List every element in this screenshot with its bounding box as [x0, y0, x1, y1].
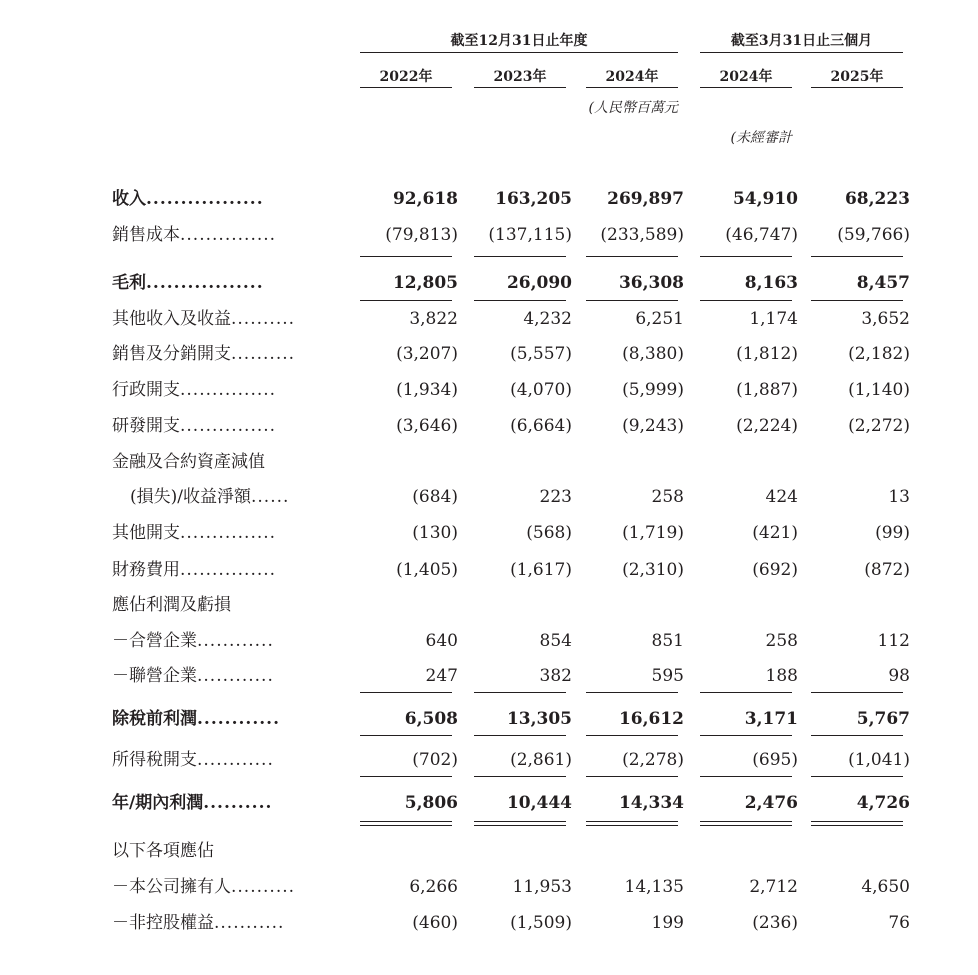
table-cell: 3,652: [861, 309, 910, 329]
double-underline: [474, 821, 566, 826]
subtotal-rule: [360, 735, 452, 736]
table-cell: (59,766): [837, 225, 910, 245]
subtotal-rule: [811, 776, 903, 777]
column-header-2023: 2023年: [493, 69, 547, 85]
row-label-joint-ventures: －合營企業............: [112, 631, 274, 651]
subtotal-rule: [811, 300, 903, 301]
table-cell: 5,767: [856, 709, 910, 729]
table-cell: 4,650: [861, 877, 910, 897]
subtotal-rule: [700, 692, 792, 693]
subtotal-rule: [586, 300, 678, 301]
table-cell: 6,508: [404, 709, 458, 729]
table-cell: (695): [752, 750, 798, 770]
table-cell: (46,747): [725, 225, 798, 245]
column-header-2024: 2024年: [605, 69, 659, 85]
column-rule: [360, 87, 452, 88]
table-cell: 223: [539, 487, 572, 507]
row-label-share-of-profits-heading: 應佔利潤及虧損: [112, 595, 231, 615]
table-cell: (130): [412, 523, 458, 543]
table-cell: (4,070): [510, 380, 572, 400]
table-cell: 112: [877, 631, 910, 651]
table-cell: (1,934): [396, 380, 458, 400]
row-label-rnd-expenses: 研發開支...............: [112, 416, 277, 436]
row-label-profit-for-period: 年/期內利潤..........: [112, 793, 273, 813]
table-cell: 14,135: [624, 877, 684, 897]
double-underline: [360, 821, 452, 826]
column-rule: [586, 87, 678, 88]
subtotal-rule: [474, 776, 566, 777]
table-cell: 68,223: [844, 189, 910, 209]
table-cell: (3,646): [396, 416, 458, 436]
table-cell: (2,272): [848, 416, 910, 436]
table-cell: (79,813): [385, 225, 458, 245]
table-cell: 382: [539, 666, 572, 686]
table-cell: 11,953: [512, 877, 572, 897]
table-cell: 6,251: [635, 309, 684, 329]
table-cell: 3,171: [744, 709, 798, 729]
table-cell: (872): [864, 560, 910, 580]
table-cell: 5,806: [404, 793, 458, 813]
table-cell: (2,224): [736, 416, 798, 436]
row-label-other-income: 其他收入及收益..........: [112, 309, 296, 329]
table-cell: 4,232: [523, 309, 572, 329]
subtotal-rule: [811, 256, 903, 257]
subtotal-rule: [586, 776, 678, 777]
header-group-quarter: 截至3月31日止三個月: [730, 33, 873, 49]
row-label-revenue: 收入.................: [112, 189, 264, 209]
table-cell: 199: [651, 913, 684, 933]
table-cell: 76: [888, 913, 910, 933]
row-label-profit-before-tax: 除稅前利潤............: [112, 709, 281, 729]
row-label-other-expenses: 其他開支...............: [112, 523, 277, 543]
row-label-associates: －聯營企業............: [112, 666, 274, 686]
table-cell: 12,805: [392, 273, 458, 293]
unaudited-note: (未經審計: [730, 130, 792, 146]
row-label-non-controlling-interests: －非控股權益...........: [112, 913, 285, 933]
row-label-income-tax: 所得稅開支............: [112, 750, 274, 770]
row-label-attributable-heading: 以下各項應佔: [112, 841, 214, 861]
table-cell: (1,812): [736, 344, 798, 364]
header-group-quarter-rule: [700, 52, 903, 53]
table-cell: 640: [425, 631, 458, 651]
subtotal-rule: [586, 256, 678, 257]
table-cell: (5,557): [510, 344, 572, 364]
table-cell: (9,243): [622, 416, 684, 436]
column-rule: [811, 87, 903, 88]
table-cell: (2,861): [510, 750, 572, 770]
table-cell: 13: [888, 487, 910, 507]
table-cell: 6,266: [409, 877, 458, 897]
table-cell: (3,207): [396, 344, 458, 364]
subtotal-rule: [586, 735, 678, 736]
subtotal-rule: [360, 300, 452, 301]
row-label-gross-profit: 毛利.................: [112, 273, 264, 293]
subtotal-rule: [700, 735, 792, 736]
row-label-impairment-heading: 金融及合約資產減值: [112, 452, 265, 472]
table-cell: 4,726: [856, 793, 910, 813]
table-cell: 2,712: [749, 877, 798, 897]
table-cell: 14,334: [618, 793, 684, 813]
row-label-impairment-net: (損失)/收益淨額......: [130, 487, 290, 507]
table-cell: (8,380): [622, 344, 684, 364]
table-cell: 26,090: [506, 273, 572, 293]
subtotal-rule: [474, 692, 566, 693]
table-cell: (2,310): [622, 560, 684, 580]
column-header-2024-q1: 2024年: [719, 69, 773, 85]
table-cell: 188: [765, 666, 798, 686]
table-cell: 1,174: [749, 309, 798, 329]
double-underline: [586, 821, 678, 826]
subtotal-rule: [700, 256, 792, 257]
table-cell: 36,308: [618, 273, 684, 293]
table-cell: 13,305: [506, 709, 572, 729]
column-header-2022: 2022年: [379, 69, 433, 85]
table-cell: (568): [526, 523, 572, 543]
subtotal-rule: [360, 692, 452, 693]
subtotal-rule: [700, 776, 792, 777]
header-group-fiscal-year: 截至12月31日止年度: [450, 33, 588, 49]
subtotal-rule: [474, 735, 566, 736]
column-rule: [700, 87, 792, 88]
table-cell: 595: [651, 666, 684, 686]
table-cell: 851: [651, 631, 684, 651]
row-label-selling-expenses: 銷售及分銷開支..........: [112, 344, 296, 364]
table-cell: (1,140): [848, 380, 910, 400]
row-label-admin-expenses: 行政開支...............: [112, 380, 277, 400]
table-cell: 8,457: [856, 273, 910, 293]
table-cell: (1,041): [848, 750, 910, 770]
double-underline: [811, 821, 903, 826]
table-cell: (5,999): [622, 380, 684, 400]
table-cell: (1,617): [510, 560, 572, 580]
subtotal-rule: [811, 692, 903, 693]
row-label-owners-of-company: －本公司擁有人..........: [112, 877, 296, 897]
table-cell: (1,887): [736, 380, 798, 400]
table-cell: 424: [765, 487, 798, 507]
table-cell: (692): [752, 560, 798, 580]
table-cell: 269,897: [607, 189, 684, 209]
table-cell: 258: [765, 631, 798, 651]
table-cell: 3,822: [409, 309, 458, 329]
table-cell: 854: [539, 631, 572, 651]
subtotal-rule: [474, 300, 566, 301]
table-cell: (2,182): [848, 344, 910, 364]
subtotal-rule: [474, 256, 566, 257]
table-cell: (99): [875, 523, 910, 543]
subtotal-rule: [700, 300, 792, 301]
table-cell: 54,910: [732, 189, 798, 209]
table-cell: (236): [752, 913, 798, 933]
unit-note: (人民幣百萬元: [588, 100, 678, 116]
table-cell: (1,509): [510, 913, 572, 933]
column-header-2025-q1: 2025年: [830, 69, 884, 85]
table-cell: 16,612: [618, 709, 684, 729]
table-cell: (1,719): [622, 523, 684, 543]
table-cell: (1,405): [396, 560, 458, 580]
row-label-finance-costs: 財務費用...............: [112, 560, 277, 580]
table-cell: (460): [412, 913, 458, 933]
table-cell: (702): [412, 750, 458, 770]
subtotal-rule: [586, 692, 678, 693]
table-cell: 10,444: [506, 793, 572, 813]
table-cell: (2,278): [622, 750, 684, 770]
table-cell: 98: [888, 666, 910, 686]
subtotal-rule: [360, 256, 452, 257]
table-cell: 92,618: [392, 189, 458, 209]
table-cell: 2,476: [744, 793, 798, 813]
table-cell: 247: [425, 666, 458, 686]
table-cell: (421): [752, 523, 798, 543]
table-cell: (137,115): [488, 225, 572, 245]
double-underline: [700, 821, 792, 826]
table-cell: 8,163: [744, 273, 798, 293]
column-rule: [474, 87, 566, 88]
table-cell: (6,664): [510, 416, 572, 436]
table-cell: 163,205: [495, 189, 572, 209]
row-label-cost-of-sales: 銷售成本...............: [112, 225, 277, 245]
table-cell: (684): [412, 487, 458, 507]
header-group-fiscal-year-rule: [360, 52, 678, 53]
subtotal-rule: [811, 735, 903, 736]
subtotal-rule: [360, 776, 452, 777]
table-cell: 258: [651, 487, 684, 507]
table-cell: (233,589): [600, 225, 684, 245]
